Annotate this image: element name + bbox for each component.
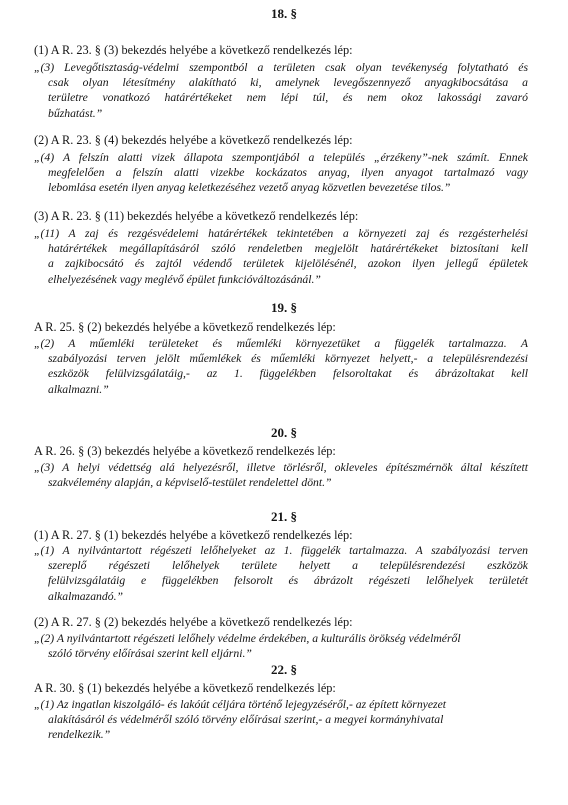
quote-line: „(3) A helyi védettség alá helyezésről, illetve törlésről, okleveles építészmérnök által készített bbox=[34, 461, 528, 474]
quote-line: alakításáról és védelméről szóló törvény előírásai szerint,- a megyei kormányhivatal bbox=[48, 713, 444, 727]
quote-line: „(11) A zaj és rezgésvédelemi határértékek tekintetében a környezeti zaj és rezgésterhelési bbox=[34, 227, 528, 240]
paragraph-intro-22-1: A R. 30. § (1) bekezdés helyébe a következő rendelkezés lép: bbox=[34, 681, 336, 695]
quote-line: alkalmazni.” bbox=[48, 382, 109, 396]
paragraph-intro-18-2: (2) A R. 23. § (4) bekezdés helyébe a következő rendelkezés lép: bbox=[34, 133, 353, 147]
quote-line: alkalmazandó.” bbox=[48, 589, 123, 603]
quote-line: szóló törvény előírásai szerint kell eljárni.” bbox=[48, 647, 252, 661]
quote-line: csak olyan létesítmény alakítható ki, amelynek levegőszennyező anyagkibocsátása a bbox=[48, 76, 528, 90]
quote-line: megfelelően a felszín alatti vizekbe kockázatos anyag, ilyen anyagot tartalmazó vagy bbox=[48, 166, 528, 180]
quote-line: „(4) A felszín alatti vizek állapota szempontjából a település „érzékeny”-nek számít. Ennek bbox=[34, 151, 528, 164]
quote-line: bűzhatást.” bbox=[48, 106, 103, 120]
quoted-provision-22-1 bbox=[34, 697, 528, 743]
section-heading-21: 21. § bbox=[271, 509, 297, 524]
quote-line: „(2) A műemléki területeket és műemléki környezetüket a függelék tartalmazza. A bbox=[34, 337, 528, 350]
paragraph-intro-21-1: (1) A R. 27. § (1) bekezdés helyébe a következő rendelkezés lép: bbox=[34, 528, 353, 542]
paragraph-intro-18-3: (3) A R. 23. § (11) bekezdés helyébe a következő rendelkezés lép: bbox=[34, 209, 359, 223]
quoted-provision-21-1 bbox=[34, 543, 528, 604]
quote-line: szabályozási terven jelölt műemlékek és műemléki környezet helyett,- a településrendezési bbox=[48, 352, 528, 366]
quoted-provision-20-1 bbox=[34, 460, 528, 490]
section-heading-20: 20. § bbox=[271, 425, 297, 440]
paragraph-intro-21-2: (2) A R. 27. § (2) bekezdés helyébe a következő rendelkezés lép: bbox=[34, 615, 353, 629]
quote-line: elhelyezésének vagy meglévő épület funkcióváltozásánál.” bbox=[48, 272, 321, 286]
quote-line: rendelkezik.” bbox=[48, 728, 111, 742]
quoted-provision-18-1 bbox=[34, 60, 528, 121]
quote-line: „(2) A nyilvántartott régészeti lelőhely védelme érdekében, a kulturális örökség védelméről bbox=[34, 632, 461, 645]
quoted-provision-21-2 bbox=[34, 631, 528, 661]
quote-line: felülvizsgálatáig e függelékben felsorolt és ábrázolt régészeti lelőhelyek területét bbox=[48, 574, 528, 588]
section-heading-19: 19. § bbox=[271, 300, 297, 315]
quoted-provision-18-3 bbox=[34, 226, 528, 287]
quote-line: eszközök felülvizsgálatáig,- az 1. függelékben felsoroltakat és ábrázoltakat kell bbox=[48, 367, 528, 381]
quote-line: szakvélemény alapján, a képviselő-testület rendelettel dönt.” bbox=[48, 476, 332, 490]
quote-line: „(3) Levegőtisztaság-védelmi szempontból a területen csak olyan tevékenység folytatható és bbox=[34, 61, 528, 74]
quote-line: „(1) Az ingatlan kiszolgáló- és lakóút céljára történő lejegyzéséről,- az épített környezet bbox=[34, 698, 447, 711]
quoted-provision-19-1 bbox=[34, 336, 528, 397]
quote-line: a zajkibocsátó és zajtól védendő területek kijelölésénél, azokon ilyen jellegű épületek bbox=[48, 257, 528, 271]
quote-line: területre vonatkozó határértékeket nem lépi túl, és nem okoz lakossági zavaró bbox=[48, 91, 528, 105]
quote-line: „(1) A nyilvántartott régészeti lelőhelyeket az 1. függelék tartalmazza. A szabályozási terven bbox=[34, 544, 528, 557]
quoted-provision-18-2 bbox=[34, 150, 528, 196]
paragraph-intro-18-1: (1) A R. 23. § (3) bekezdés helyébe a következő rendelkezés lép: bbox=[34, 43, 353, 57]
section-heading-18: 18. § bbox=[271, 6, 297, 21]
section-heading-22: 22. § bbox=[271, 662, 297, 677]
quote-line: lebomlása esetén ilyen anyag keletkezéséhez vezető anyag közvetlen bevezetése tilos.” bbox=[48, 181, 451, 195]
paragraph-intro-19-1: A R. 25. § (2) bekezdés helyébe a következő rendelkezés lép: bbox=[34, 320, 336, 334]
quote-line: szereplő régészeti lelőhelyek területe helyett a településrendezési eszközök bbox=[48, 559, 528, 573]
paragraph-intro-20-1: A R. 26. § (3) bekezdés helyébe a következő rendelkezés lép: bbox=[34, 444, 336, 458]
quote-line: határértékek megállapításáról szóló rendeletben megjelölt határértékeket biztosítani kell bbox=[48, 242, 528, 256]
